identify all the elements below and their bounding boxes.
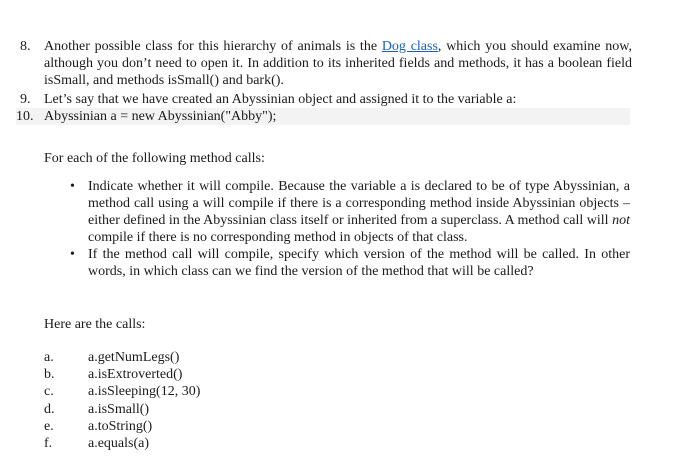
call-letter: b.	[44, 367, 55, 383]
item-number: 10.	[16, 109, 34, 124]
call-item	[44, 383, 344, 400]
bullet-text-part: Indicate whether it will compile. Because the variable a is declared to be of type Abyssinian, a method call using a will compile if there is a corresponding method inside Abyssinian objects – either defined in the Abyssinian class itself or inherited from a superclass. A method call will	[88, 179, 630, 228]
call-item	[44, 401, 344, 418]
bullet-item	[70, 178, 630, 246]
bullet-text	[88, 178, 630, 246]
call-code: a.isSleeping(12, 30)	[88, 384, 201, 400]
call-letter: c.	[44, 384, 54, 400]
call-item	[44, 366, 344, 383]
bullet-list	[70, 178, 630, 280]
call-item	[44, 435, 344, 452]
call-letter: f.	[44, 435, 53, 451]
bullet-text-part: compile if there is no corresponding method in objects of that class.	[88, 230, 468, 245]
item-number: 9.	[20, 92, 31, 107]
intro-text: For each of the following method calls:	[44, 151, 265, 166]
call-letter: d.	[44, 401, 55, 417]
item-text	[44, 38, 632, 89]
item-text-part: Another possible class for this hierarchy of animals is the	[44, 39, 382, 54]
code-statement: Abyssinian a = new Abyssinian("Abby");	[44, 109, 277, 124]
item-number: 8.	[20, 39, 31, 54]
bullet-icon: •	[70, 179, 75, 194]
list-item-9	[20, 91, 632, 108]
item-text-part: , which you should examine now, although you don’t need to open it. In addition to its inherited fields and methods, it has a boolean field isSmall, and methods isSmall() and bark().	[44, 39, 632, 88]
call-letter: e.	[44, 418, 54, 434]
calls-list	[44, 349, 344, 452]
item-text: Let’s say that we have created an Abyssinian object and assigned it to the variable a:	[44, 92, 517, 107]
calls-heading: Here are the calls:	[44, 317, 146, 332]
call-code: a.isSmall()	[88, 401, 150, 417]
list-item-10	[16, 108, 630, 125]
emphasis-text: not	[612, 213, 630, 228]
bullet-text: If the method call will compile, specify which version of the method will be called. In other words, in which class can we find the version of the method that will be called?	[88, 247, 630, 279]
call-code: a.toString()	[88, 418, 153, 434]
dog-class-link[interactable]: Dog class	[381, 39, 438, 54]
list-item-8	[20, 38, 632, 89]
call-item	[44, 349, 344, 366]
bullet-icon: •	[70, 247, 75, 262]
call-code: a.isExtroverted()	[88, 367, 183, 383]
call-code: a.equals(a)	[88, 435, 150, 451]
call-letter: a.	[44, 350, 54, 365]
call-code: a.getNumLegs()	[88, 350, 180, 365]
call-item	[44, 418, 344, 435]
bullet-item	[70, 246, 630, 280]
